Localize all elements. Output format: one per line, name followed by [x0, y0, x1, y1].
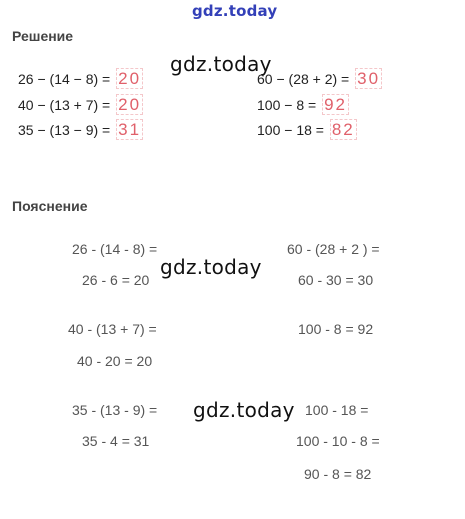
- solution-expression: 40 − (13 + 7) =: [18, 97, 111, 113]
- solution-answer: 82: [331, 120, 355, 139]
- explanation-line: 40 - (13 + 7) =: [68, 321, 157, 337]
- explanation-title: Пояснение: [12, 198, 88, 214]
- explanation-line: 60 - (28 + 2 ) =: [287, 241, 380, 257]
- solution-line: [18, 69, 143, 89]
- solution-line: [18, 120, 143, 140]
- solution-line: [257, 120, 357, 140]
- explanation-line: 26 - 6 = 20: [82, 272, 150, 288]
- solution-expression: 100 − 8 =: [257, 97, 317, 113]
- explanation-line: 90 - 8 = 82: [304, 466, 372, 482]
- explanation-line: 26 - (14 - 8) =: [72, 241, 158, 257]
- explanation-line: 35 - (13 - 9) =: [72, 402, 158, 418]
- site-logo: gdz.today: [192, 2, 278, 20]
- solution-expression: 26 − (14 − 8) =: [18, 71, 111, 87]
- solution-line: [18, 95, 143, 115]
- explanation-line: 60 - 30 = 30: [298, 272, 374, 288]
- solution-answer: 30: [357, 69, 381, 88]
- explanation-line: 35 - 4 = 31: [82, 433, 150, 449]
- explanation-line: 40 - 20 = 20: [77, 353, 153, 369]
- watermark: gdz.today: [193, 398, 295, 422]
- solution-answer: 31: [118, 120, 142, 139]
- solution-expression: 35 − (13 − 9) =: [18, 122, 111, 138]
- watermark: gdz.today: [160, 255, 262, 279]
- solution-expression: 100 − 18 =: [257, 122, 324, 138]
- solution-line: [257, 95, 349, 115]
- watermark: gdz.today: [170, 52, 272, 76]
- explanation-line: 100 - 8 = 92: [298, 321, 374, 337]
- solution-expression: 60 − (28 + 2) =: [257, 71, 350, 87]
- solution-title: Решение: [12, 28, 74, 44]
- solution-answer: 20: [118, 95, 142, 114]
- solution-answer: 92: [324, 95, 347, 114]
- explanation-line: 100 - 10 - 8 =: [296, 433, 380, 449]
- explanation-line: 100 - 18 =: [305, 402, 369, 418]
- solution-line: [257, 69, 382, 89]
- solution-answer: 20: [118, 69, 142, 88]
